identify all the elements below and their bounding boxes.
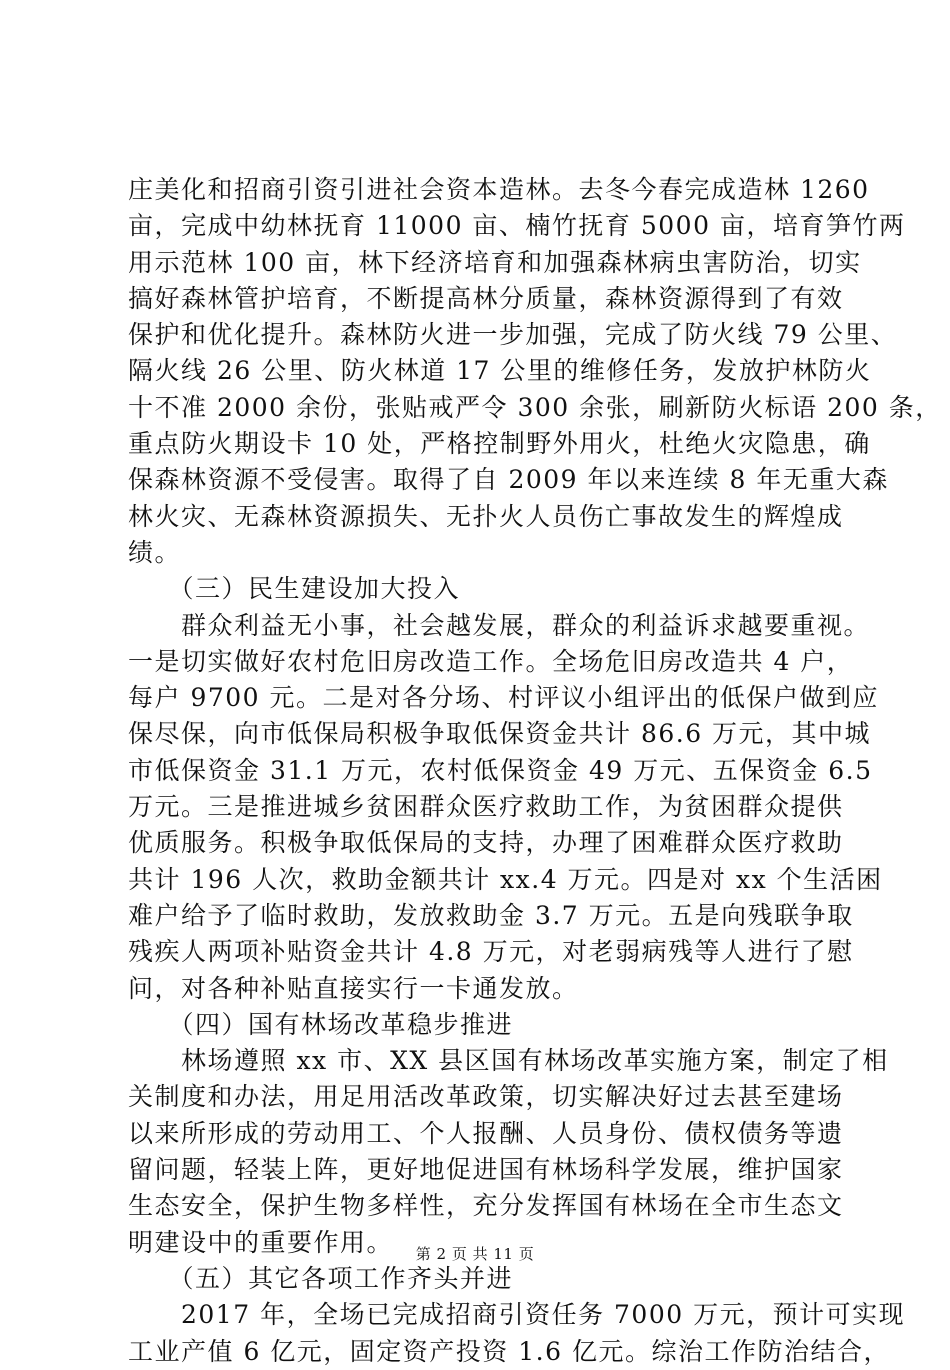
text-line: 每户 9700 元。二是对各分场、村评议小组评出的低保户做到应: [128, 683, 880, 713]
text-line: 问，对各种补贴直接实行一卡通发放。: [128, 973, 579, 1003]
text-line: 绩。: [128, 537, 182, 567]
page-number: 第 2 页 共 11 页: [415, 1245, 535, 1263]
text-line: 以来所形成的劳动用工、个人报酬、人员身份、债权债务等遗: [128, 1118, 844, 1148]
text-line: 工业产值 6 亿元，固定资产投资 1.6 亿元。综治工作防治结合，: [128, 1336, 890, 1366]
text-line: 2017 年，全场已完成招商引资任务 7000 万元，预计可实现: [128, 1300, 906, 1330]
text-line: 保护和优化提升。森林防火进一步加强，完成了防火线 79 公里、: [128, 320, 898, 350]
text-line: 留问题，轻装上阵，更好地促进国有林场科学发展，维护国家: [128, 1155, 844, 1185]
text-line: 保尽保，向市低保局积极争取低保资金共计 86.6 万元，其中城: [128, 719, 872, 749]
text-line: 庄美化和招商引资引进社会资本造林。去冬今春完成造林 1260: [128, 175, 870, 204]
text-line: 共计 196 人次，救助金额共计 xx.4 万元。四是对 xx 个生活困: [128, 864, 883, 894]
text-line: 明建设中的重要作用。: [128, 1227, 394, 1257]
text-line: 市低保资金 31.1 万元，农村低保资金 49 万元、五保资金 6.5: [128, 755, 873, 785]
text-line: 残疾人两项补贴资金共计 4.8 万元，对老弱病残等人进行了慰: [128, 937, 854, 967]
section-heading: （三）民生建设加大投入: [128, 574, 461, 604]
text-line: 隔火线 26 公里、防火林道 17 公里的维修任务，发放护林防火: [128, 356, 872, 386]
text-line: 优质服务。积极争取低保局的支持，办理了困难群众医疗救助: [128, 828, 844, 858]
section-heading: （四）国有林场改革稳步推进: [128, 1009, 514, 1039]
text-line: 亩，完成中幼林抚育 11000 亩、楠竹抚育 5000 亩，培育笋竹两: [128, 211, 906, 241]
text-line: 难户给予了临时救助，发放救助金 3.7 万元。五是向残联争取: [128, 900, 854, 930]
text-line: 用示范林 100 亩，林下经济培育和加强森林病虫害防治，切实: [128, 247, 862, 277]
text-line: 关制度和办法，用足用活改革政策，切实解决好过去甚至建场: [128, 1082, 844, 1112]
body-text: [128, 172, 942, 1370]
text-line: 重点防火期设卡 10 处，严格控制野外用火，杜绝火灾隐患，确: [128, 429, 871, 459]
text-line: 十不准 2000 余份，张贴戒严令 300 余张，刷新防火标语 200 条，: [128, 392, 942, 422]
text-line: 林火灾、无森林资源损失、无扑火人员伤亡事故发生的辉煌成: [128, 501, 844, 531]
text-line: 一是切实做好农村危旧房改造工作。全场危旧房改造共 4 户，: [128, 646, 854, 676]
text-line: 搞好森林管护培育，不断提高林分质量，森林资源得到了有效: [128, 283, 844, 313]
text-line: 保森林资源不受侵害。取得了自 2009 年以来连续 8 年无重大森: [128, 465, 889, 495]
section-heading: （五）其它各项工作齐头并进: [128, 1263, 514, 1293]
text-line: 群众利益无小事，社会越发展，群众的利益诉求越要重视。: [128, 610, 871, 640]
text-line: 林场遵照 xx 市、XX 县区国有林场改革实施方案，制定了相: [128, 1046, 889, 1076]
page-footer: [0, 1244, 950, 1264]
text-line: 生态安全，保护生物多样性，充分发挥国有林场在全市生态文: [128, 1191, 844, 1221]
text-line: 万元。三是推进城乡贫困群众医疗救助工作，为贫困群众提供: [128, 792, 844, 822]
